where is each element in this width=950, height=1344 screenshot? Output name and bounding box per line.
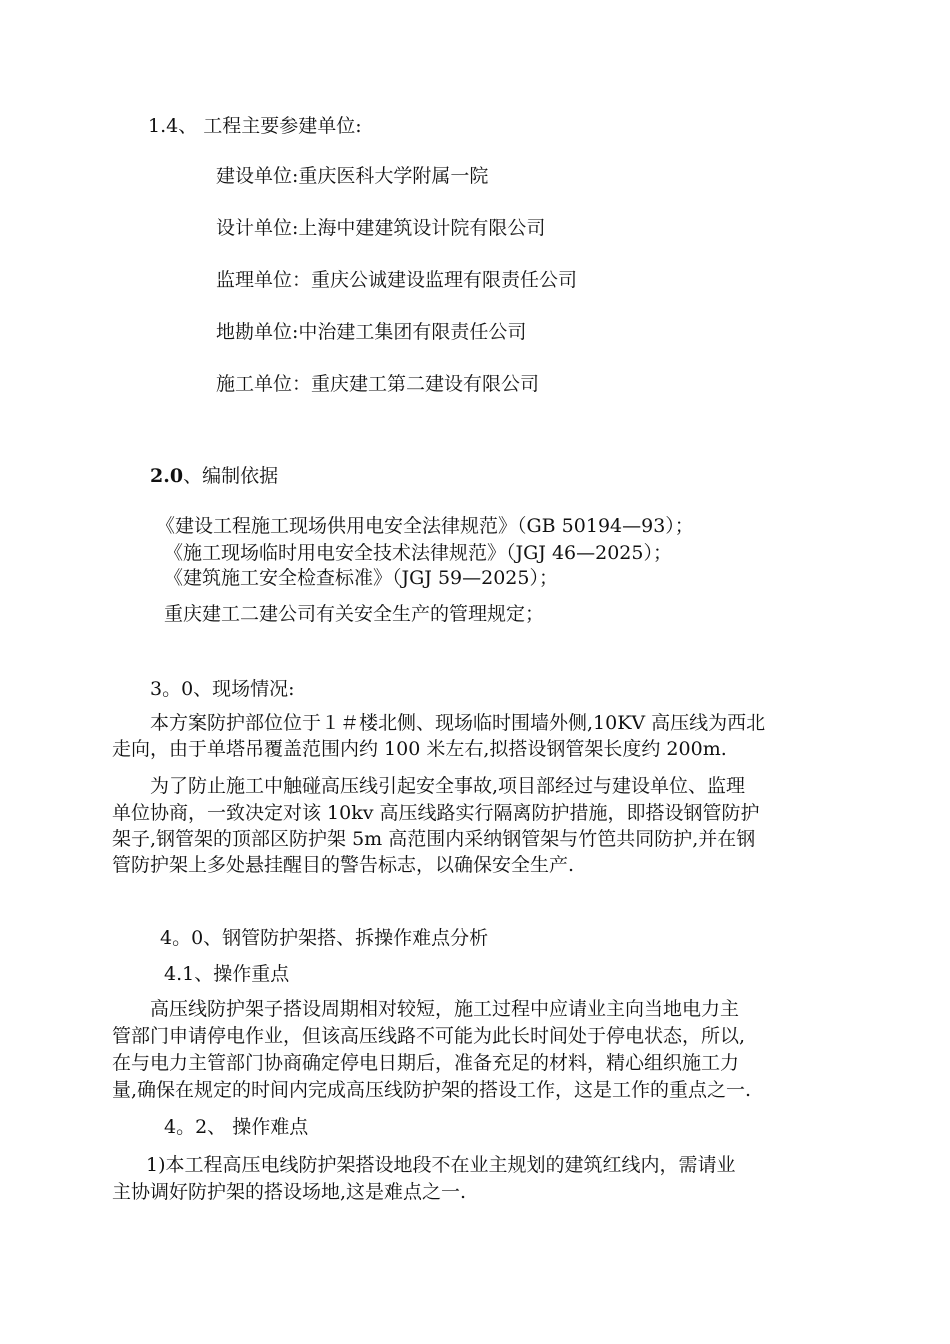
paragraph-line: 1)本工程高压电线防护架搭设地段不在业主规划的建筑红线内，需请业: [146, 1154, 736, 1176]
section-1-4-heading: 1.4、 工程主要参建单位:: [148, 115, 362, 137]
section-4-0-heading: 4。0、钢管防护架搭、拆操作难点分析: [160, 927, 489, 949]
section-2-0-title: 、编制依据: [183, 465, 279, 487]
paragraph-line: 在与电力主管部门协商确定停电日期后，准备充足的材料，精心组织施工力: [112, 1052, 740, 1074]
unit-supervision: 监理单位：重庆公诚建设监理有限责任公司: [216, 269, 578, 291]
paragraph-line: 量,确保在规定的时间内完成高压线防护架的搭设工作，这是工作的重点之一.: [112, 1079, 752, 1101]
paragraph-line: 管部门申请停电作业，但该高压线路不可能为此长时间处于停电状态，所以,: [112, 1025, 746, 1047]
section-4-2-heading: 4。2、 操作难点: [164, 1116, 309, 1138]
paragraph-line: 高压线防护架子搭设周期相对较短，施工过程中应请业主向当地电力主: [150, 998, 740, 1020]
basis-item: 《建筑施工安全检查标准》（JGJ 59—2025）；: [164, 567, 558, 589]
basis-item: 重庆建工二建公司有关安全生产的管理规定；: [164, 603, 545, 625]
paragraph-line: 为了防止施工中触碰高压线引起安全事故,项目部经过与建设单位、监理: [150, 775, 746, 797]
unit-construction: 建设单位:重庆医科大学附属一院: [216, 165, 489, 187]
unit-survey: 地勘单位:中治建工集团有限责任公司: [216, 321, 527, 343]
unit-design: 设计单位:上海中建建筑设计院有限公司: [216, 217, 546, 239]
paragraph-line: 走向，由于单塔吊覆盖范围内约 100 米左右,拟搭设钢管架长度约 200m.: [112, 738, 727, 760]
section-2-0-number: 2.0: [150, 465, 184, 487]
paragraph-line: 架子,钢管架的顶部区防护架 5m 高范围内采纳钢管架与竹笆共同防护,并在钢: [112, 828, 756, 850]
paragraph-line: 本方案防护部位位于１＃楼北侧、现场临时围墙外侧,10KV 高压线为西北: [150, 712, 766, 734]
paragraph-line: 单位协商，一致决定对该 10kv 高压线路实行隔离防护措施，即搭设钢管防护: [112, 802, 760, 824]
section-4-1-heading: 4.1、操作重点: [164, 963, 290, 985]
section-2-0-heading: [150, 464, 278, 488]
basis-item: 《建设工程施工现场供用电安全法律规范》（GB 50194—93）；: [156, 515, 694, 537]
paragraph-line: 管防护架上多处悬挂醒目的警告标志，以确保安全生产.: [112, 854, 575, 876]
basis-item: 《施工现场临时用电安全技术法律规范》（JGJ 46—2025）；: [164, 542, 672, 564]
unit-contractor: 施工单位：重庆建工第二建设有限公司: [216, 373, 540, 395]
paragraph-line: 主协调好防护架的搭设场地,这是难点之一.: [112, 1181, 467, 1203]
section-3-0-heading: 3。0、现场情况:: [150, 678, 295, 700]
